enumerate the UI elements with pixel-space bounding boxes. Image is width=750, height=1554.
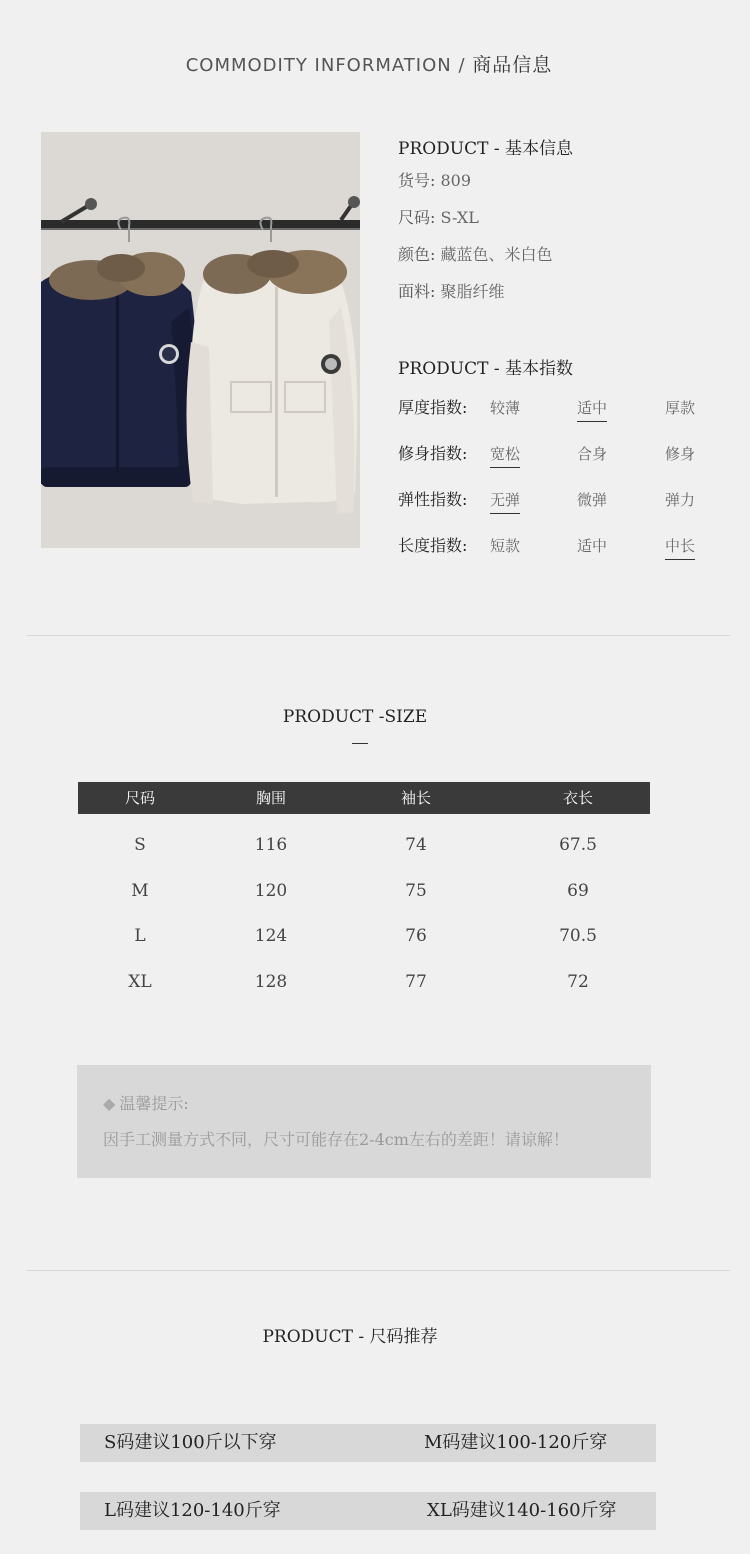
index-option-selected: 宽松	[490, 443, 520, 468]
table-cell: 77	[405, 971, 427, 992]
info-row-item-no	[398, 162, 728, 199]
table-cell: 128	[254, 971, 288, 992]
table-cell: 72	[567, 971, 589, 992]
index-info-title: PRODUCT - 基本指数	[398, 359, 574, 379]
table-cell: 75	[405, 880, 427, 901]
index-option: 合身	[577, 445, 608, 463]
info-value: 藏蓝色、米白色	[440, 245, 553, 264]
table-cell: S	[134, 835, 146, 855]
info-row-size	[398, 199, 728, 236]
info-label: 面料:	[398, 282, 436, 301]
info-row-fabric	[398, 273, 728, 310]
tip-body: 因手工测量方式不同，尺寸可能存在2-4cm左右的差距！请谅解！	[103, 1130, 569, 1149]
recommend-row	[80, 1424, 656, 1462]
header-title-cn: 商品信息	[472, 54, 553, 76]
index-option: 修身	[665, 445, 696, 463]
basic-info-title: PRODUCT - 基本信息	[398, 139, 574, 159]
info-value: 809	[440, 171, 472, 190]
table-cell: 69	[567, 880, 589, 901]
tip-heading-text: 温馨提示:	[119, 1094, 189, 1113]
table-row	[78, 822, 650, 868]
recommend-item: L码建议120-140斤穿	[104, 1500, 281, 1521]
product-info-panel	[398, 136, 728, 579]
info-label: 尺码:	[398, 208, 436, 227]
table-cell: M	[131, 880, 149, 901]
index-label: 弹性指数:	[398, 490, 468, 509]
index-row	[398, 533, 728, 579]
section-divider	[27, 635, 730, 636]
index-option: 弹力	[665, 491, 696, 509]
size-header-cell: 尺码	[124, 789, 156, 807]
index-option: 厚款	[665, 399, 696, 417]
size-section-title: PRODUCT -SIZE	[282, 707, 428, 727]
size-header-cell: 袖长	[400, 789, 432, 807]
index-label: 厚度指数:	[398, 398, 468, 417]
index-row	[398, 395, 728, 441]
recommend-item: M码建议100-120斤穿	[424, 1432, 608, 1453]
recommend-row	[80, 1492, 656, 1530]
tip-box	[77, 1065, 651, 1178]
index-option: 微弹	[577, 491, 608, 509]
info-row-color	[398, 236, 728, 273]
table-row	[78, 959, 650, 1005]
index-option: 短款	[490, 537, 521, 555]
size-table-header	[78, 782, 650, 814]
product-photo	[41, 132, 360, 548]
diamond-icon: ◆	[103, 1094, 116, 1113]
header-title-en: COMMODITY INFORMATION /	[185, 55, 466, 76]
info-label: 货号:	[398, 171, 436, 190]
table-cell: 70.5	[559, 926, 597, 946]
jacket-photo-illustration	[41, 132, 360, 548]
index-option-selected: 适中	[577, 397, 607, 422]
table-row	[78, 868, 650, 914]
index-option-selected: 中长	[665, 535, 695, 560]
section-divider	[27, 1270, 730, 1271]
index-option: 较薄	[490, 399, 521, 417]
index-option-selected: 无弹	[490, 489, 520, 514]
table-row	[78, 913, 650, 959]
table-cell: XL	[128, 971, 152, 992]
index-row	[398, 441, 728, 487]
table-cell: L	[134, 926, 146, 946]
recommend-item: S码建议100斤以下穿	[104, 1432, 277, 1453]
info-label: 颜色:	[398, 245, 436, 264]
index-option: 适中	[577, 537, 608, 555]
table-cell: 124	[254, 926, 288, 946]
index-table	[398, 395, 728, 579]
tip-heading	[103, 1091, 189, 1114]
size-header-cell: 衣长	[562, 789, 594, 807]
index-row	[398, 487, 728, 533]
table-cell: 76	[405, 926, 427, 946]
info-value: 聚脂纤维	[440, 282, 505, 301]
table-cell: 116	[254, 835, 288, 855]
info-value: S-XL	[440, 208, 479, 227]
recommend-item: XL码建议140-160斤穿	[427, 1500, 617, 1521]
table-cell: 74	[405, 835, 427, 855]
index-label: 长度指数:	[398, 536, 468, 555]
index-label: 修身指数:	[398, 444, 468, 463]
page-header	[0, 50, 738, 77]
size-header-cell: 胸围	[255, 789, 287, 807]
table-cell: 120	[254, 880, 288, 901]
title-underline-dash	[352, 743, 368, 744]
recommend-title: PRODUCT - 尺码推荐	[262, 1327, 438, 1347]
table-cell: 67.5	[559, 835, 597, 855]
